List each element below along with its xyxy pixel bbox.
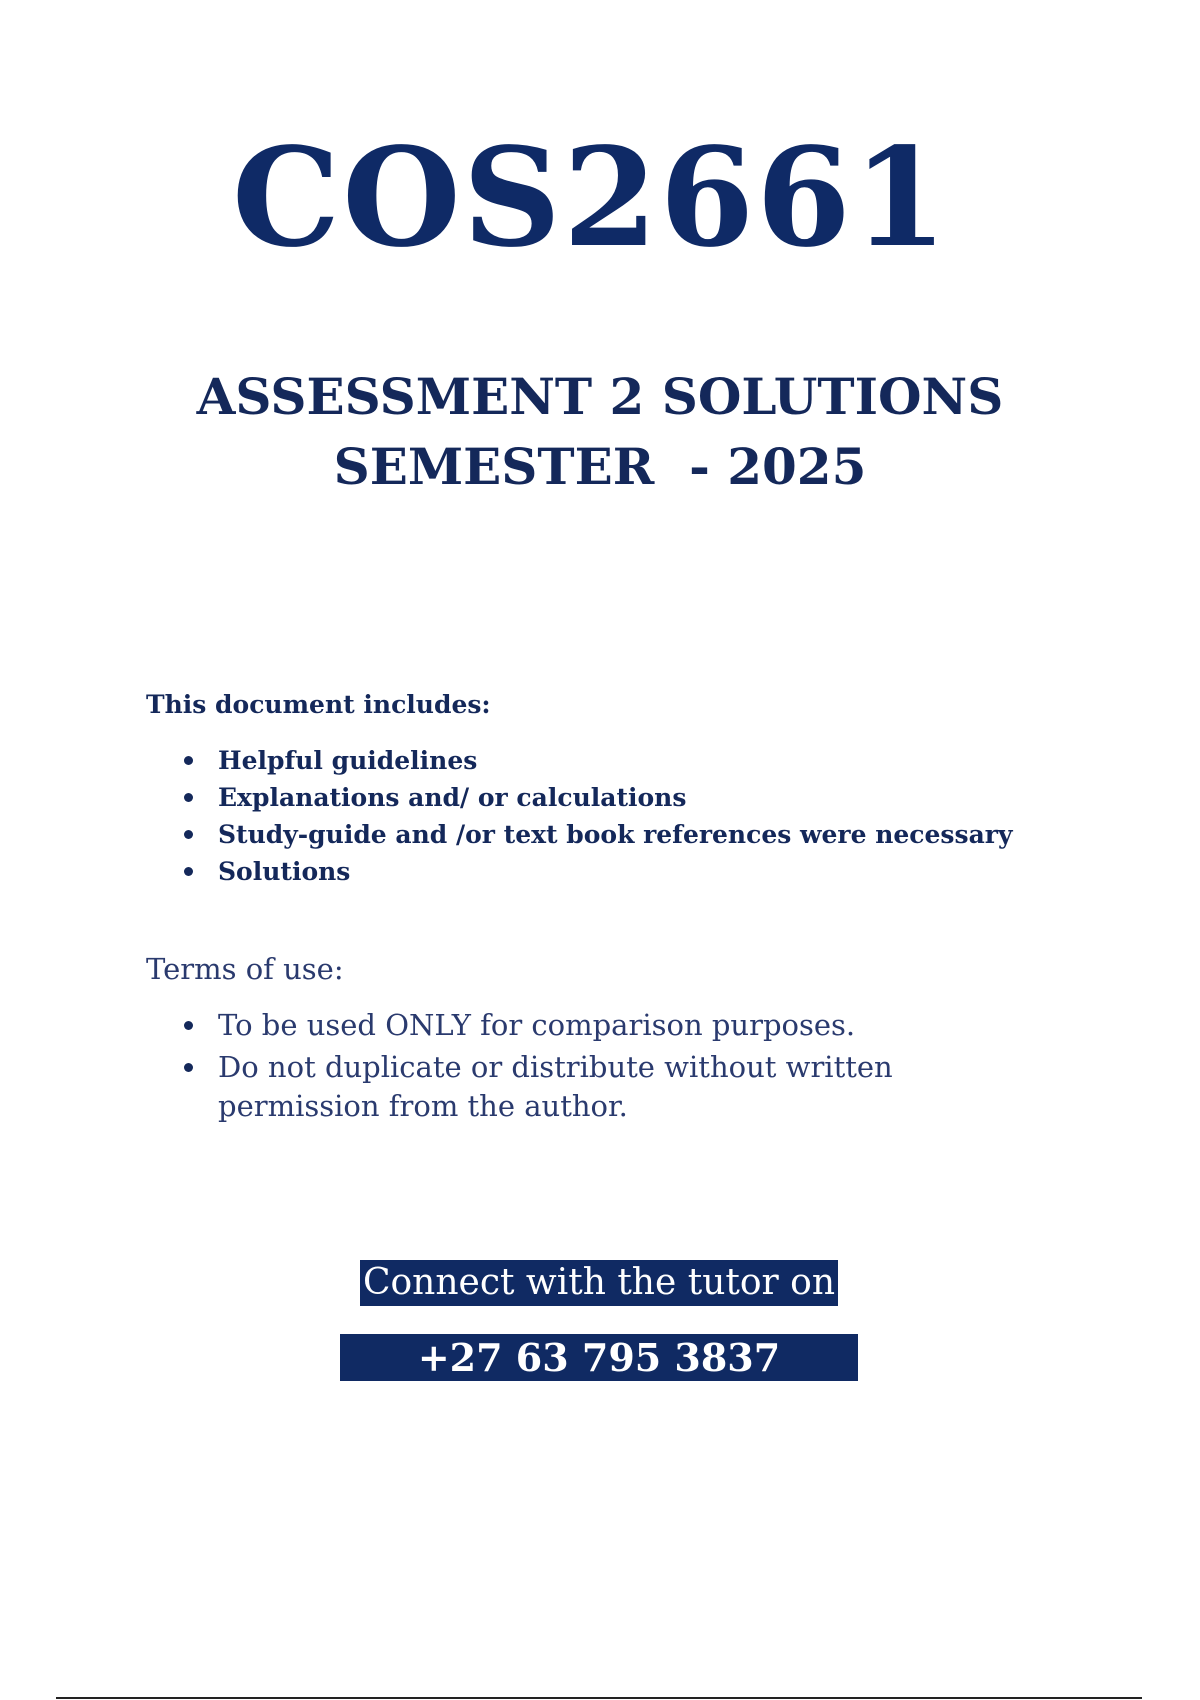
terms-heading: Terms of use:	[146, 952, 344, 986]
title-line-1: ASSESSMENT 2 SOLUTIONS	[196, 367, 1004, 426]
list-item-text: Helpful guidelines	[218, 746, 478, 775]
title-line-2: SEMESTER - 2025	[333, 437, 867, 496]
list-item-text: To be used ONLY for comparison purposes.	[218, 1008, 856, 1042]
bullet-icon	[184, 867, 193, 876]
list-item-text: Explanations and/ or calculations	[218, 783, 687, 812]
includes-heading: This document includes:	[146, 690, 491, 719]
includes-list	[146, 742, 1012, 890]
bullet-icon	[184, 830, 193, 839]
list-item	[146, 853, 1012, 890]
bullet-icon	[184, 793, 193, 802]
bullet-icon	[184, 756, 193, 765]
bullet-icon	[184, 1021, 193, 1030]
course-code-title: COS2661	[232, 118, 950, 278]
list-item-text: Solutions	[218, 857, 351, 886]
list-item	[146, 1048, 938, 1126]
phone-number: +27 63 795 3837	[340, 1334, 858, 1381]
document-title	[0, 362, 1200, 502]
list-item-text: Study-guide and /or text book references were necessary	[218, 820, 1013, 849]
list-item	[146, 1006, 938, 1045]
bullet-icon	[184, 1063, 193, 1072]
list-item	[146, 742, 1012, 779]
list-item	[146, 779, 1012, 816]
list-item	[146, 816, 1012, 853]
connect-banner: Connect with the tutor on	[360, 1260, 838, 1306]
terms-list	[146, 1006, 938, 1129]
footer-divider	[56, 1697, 1142, 1699]
list-item-text: Do not duplicate or distribute without written permission from the author.	[218, 1050, 893, 1123]
